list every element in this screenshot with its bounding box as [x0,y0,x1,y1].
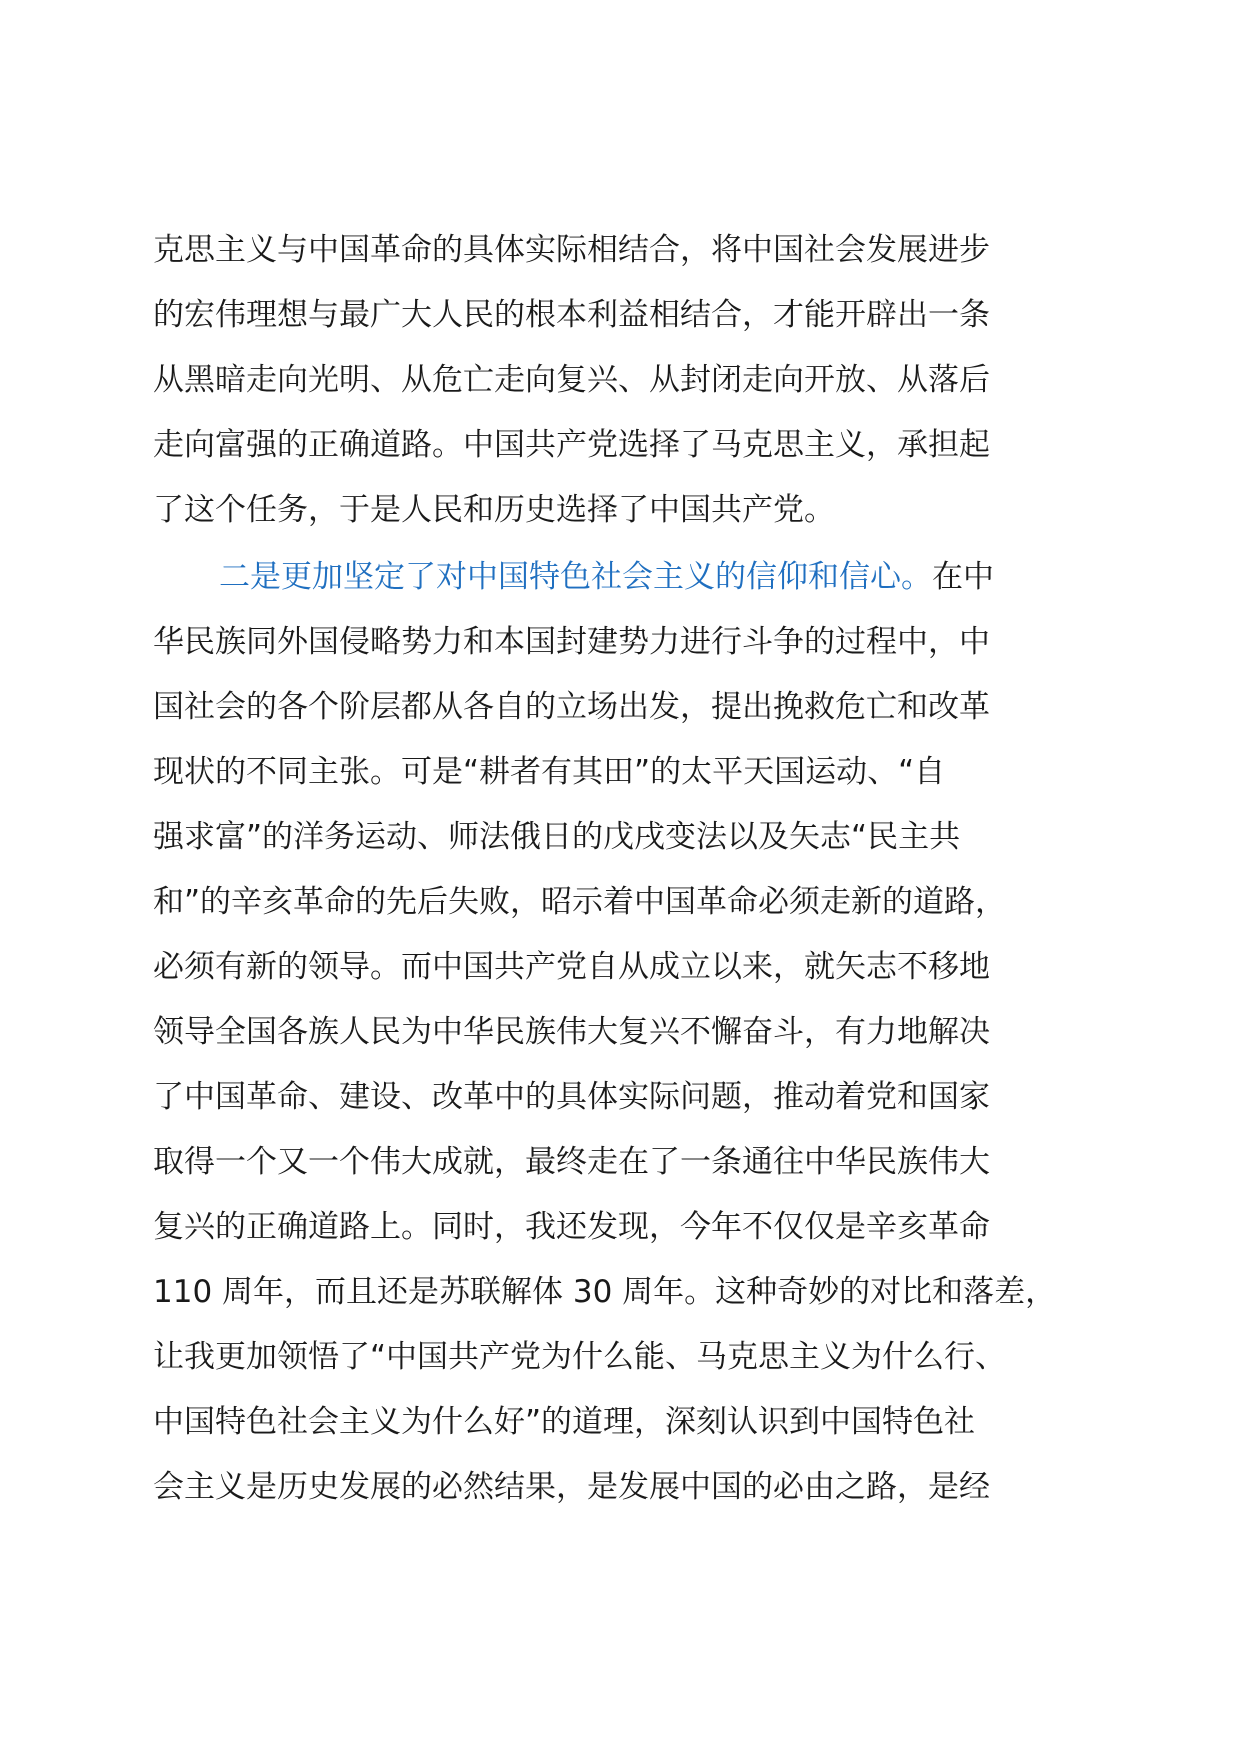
paragraph-2-line: 国社会的各个阶层都从各自的立场出发，提出挽救危亡和改革 [153,689,990,725]
paragraph-1-line: 从黑暗走向光明、从危亡走向复兴、从封闭走向开放、从落后 [153,362,990,398]
document-body [153,218,1113,1520]
paragraph-2-line: 110 周年，而且还是苏联解体 30 周年。这种奇妙的对比和落差， [153,1274,1057,1310]
paragraph-1-line: 走向富强的正确道路。中国共产党选择了马克思主义，承担起 [153,427,990,463]
paragraph-1-line: 了这个任务，于是人民和历史选择了中国共产党。 [153,492,835,528]
paragraph-2-line: 必须有新的领导。而中国共产党自从成立以来，就矢志不移地 [153,949,990,985]
paragraph-2-line: 了中国革命、建设、改革中的具体实际问题，推动着党和国家 [153,1079,990,1115]
paragraph-2-first-line-rest: 在中 [932,559,994,595]
paragraph-2-line: 领导全国各族人民为中华民族伟大复兴不懈奋斗，有力地解决 [153,1014,990,1050]
paragraph-2-line: 现状的不同主张。可是“耕者有其田”的太平天国运动、“自 [153,754,946,790]
paragraph-1-line: 的宏伟理想与最广大人民的根本利益相结合，才能开辟出一条 [153,297,990,333]
section-heading: 二是更加坚定了对中国特色社会主义的信仰和信心。 [219,559,932,595]
paragraph-2-line: 华民族同外国侵略势力和本国封建势力进行斗争的过程中，中 [153,624,990,660]
paragraph-2-line: 中国特色社会主义为什么好”的道理，深刻认识到中国特色社 [153,1404,976,1440]
paragraph-1 [153,218,1113,543]
paragraph-1-line: 克思主义与中国革命的具体实际相结合，将中国社会发展进步 [153,232,990,268]
paragraph-2-line: 让我更加领悟了“中国共产党为什么能、马克思主义为什么行、 [153,1339,1007,1375]
paragraph-2-line: 和”的辛亥革命的先后失败，昭示着中国革命必须走新的道路， [153,884,1007,920]
paragraph-2-line: 强求富”的洋务运动、师法俄日的戊戌变法以及矢志“民主共 [153,819,961,855]
paragraph-2-line: 取得一个又一个伟大成就，最终走在了一条通往中华民族伟大 [153,1144,990,1180]
paragraph-2 [153,545,1113,1520]
paragraph-2-first-line [153,545,1113,610]
paragraph-2-line: 会主义是历史发展的必然结果，是发展中国的必由之路，是经 [153,1469,990,1505]
paragraph-2-line: 复兴的正确道路上。同时，我还发现，今年不仅仅是辛亥革命 [153,1209,990,1245]
